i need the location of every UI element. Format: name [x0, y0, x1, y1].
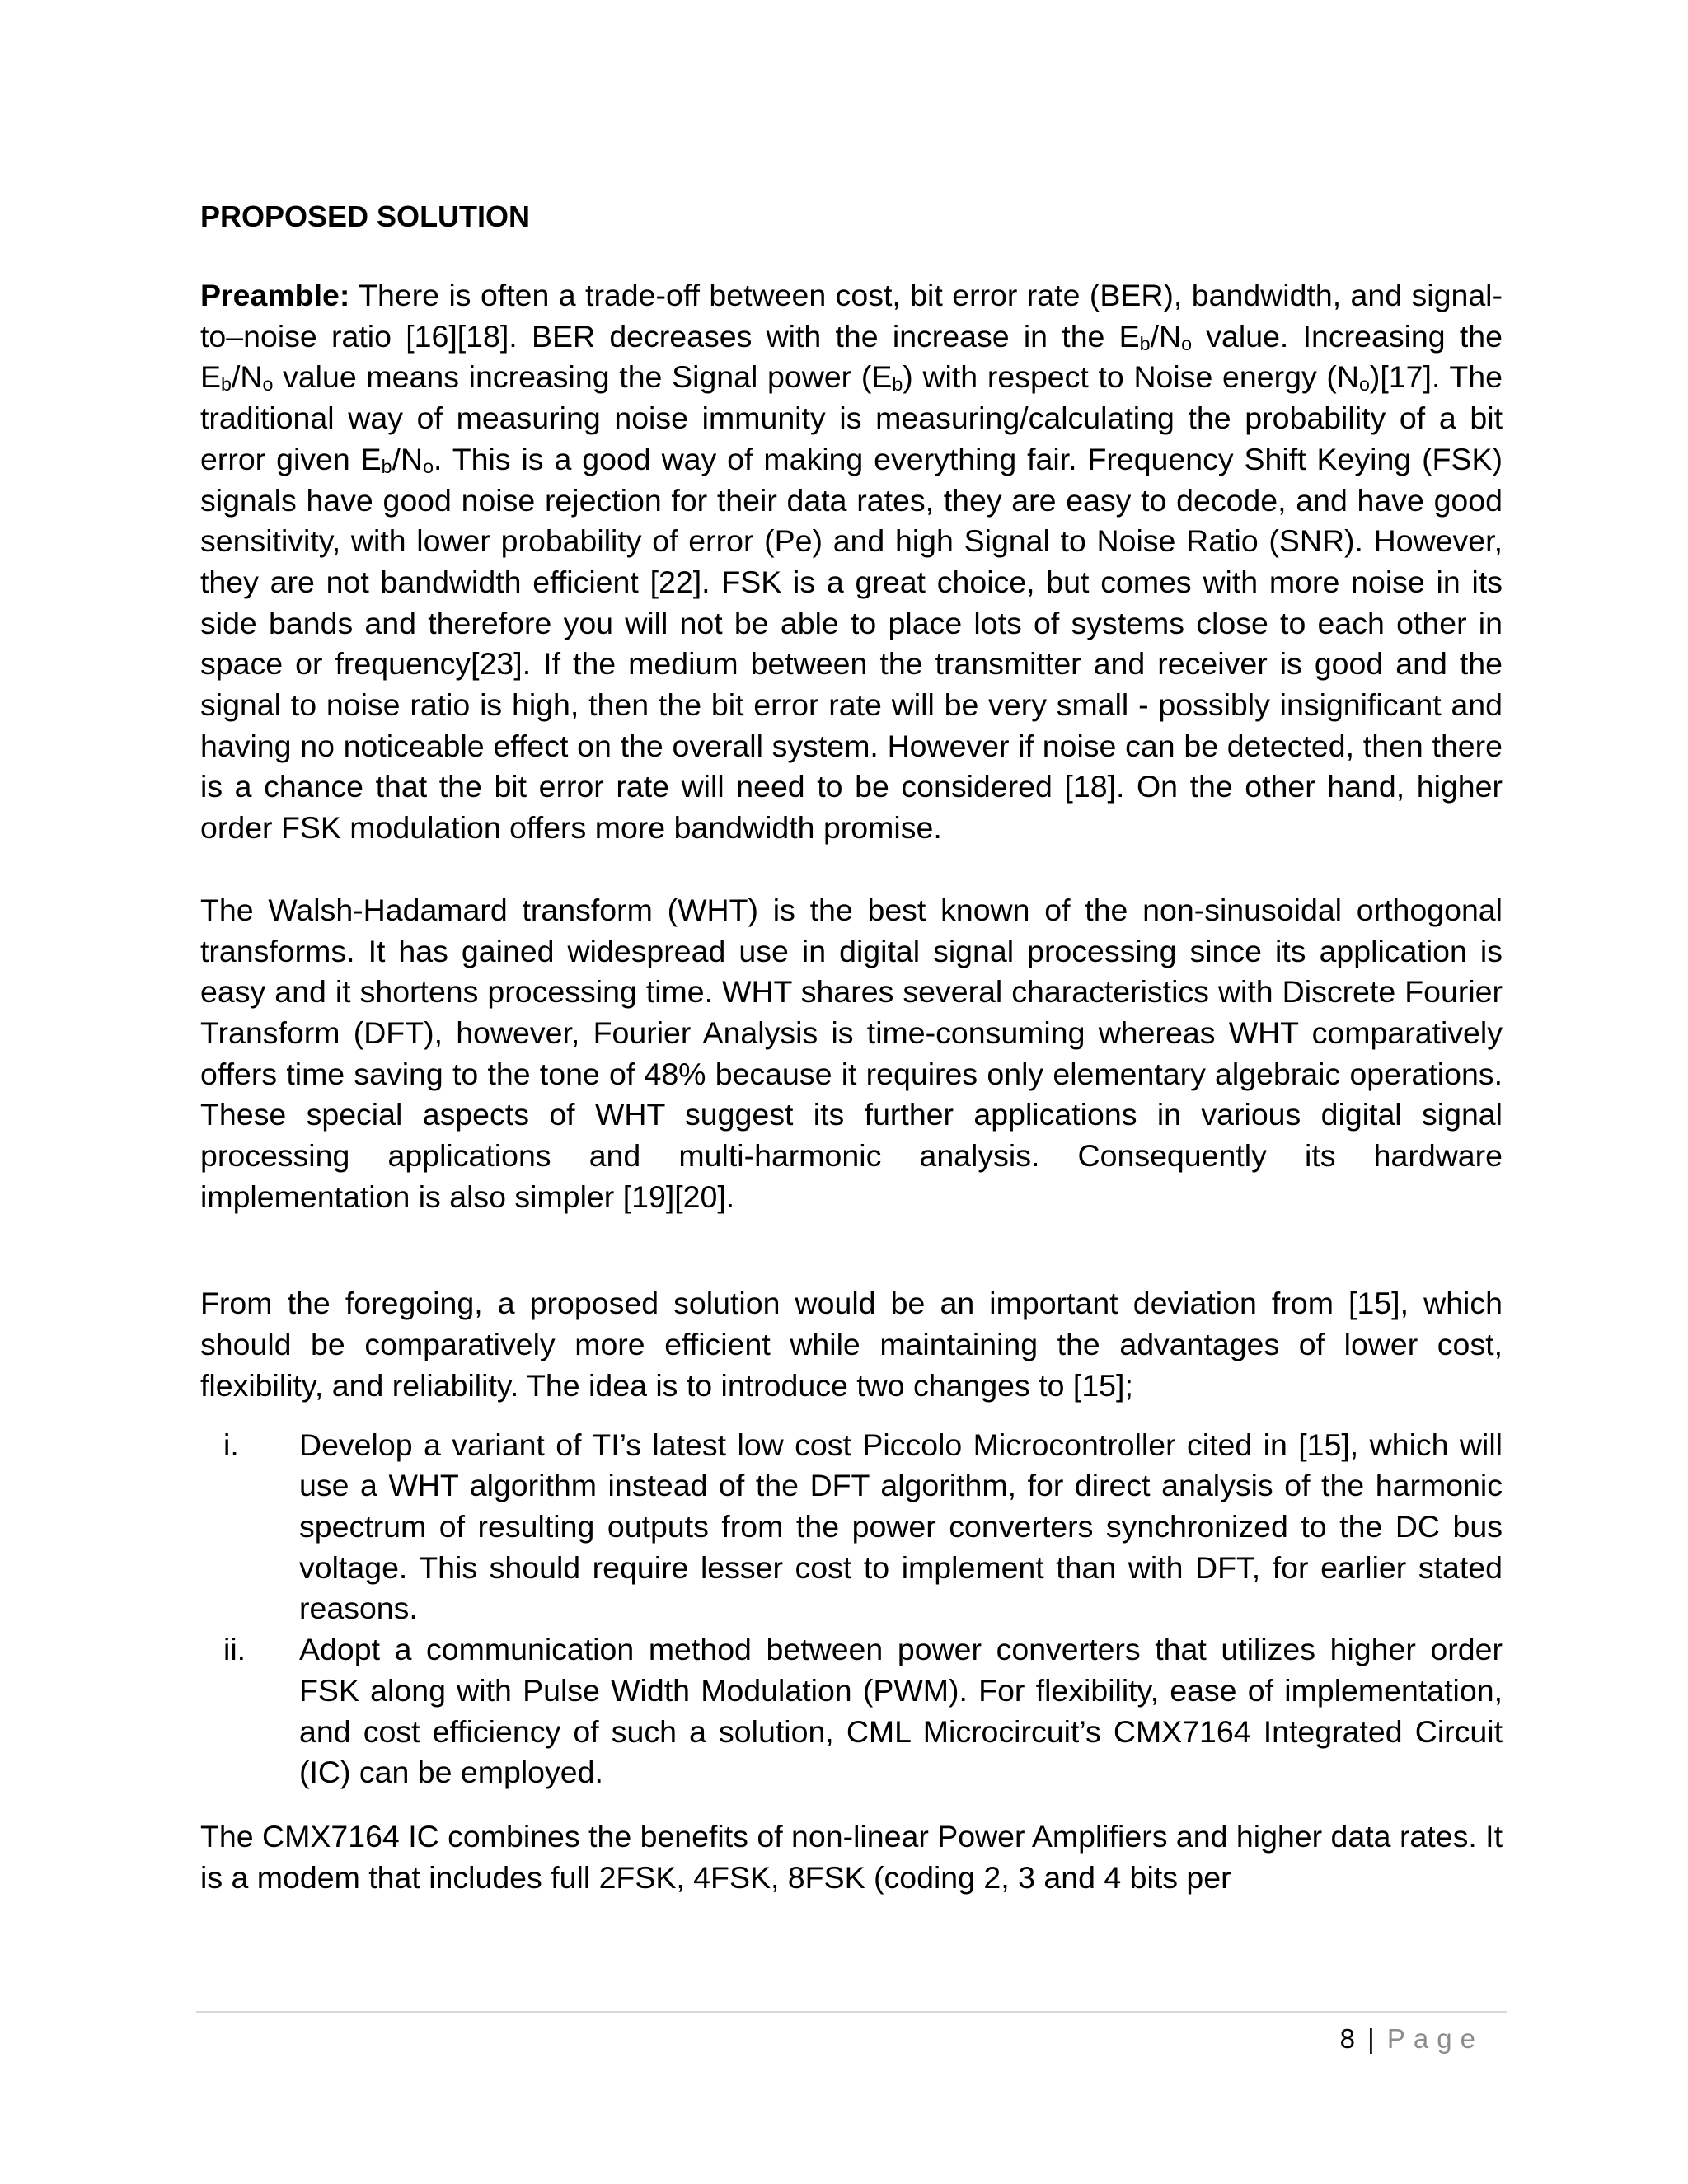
cmx-paragraph: The CMX7164 IC combines the benefits of non-linear Power Amplifiers and higher data rates. It is a modem that includes full 2FSK, 4FSK, 8FSK (coding 2, 3 and 4 bits per	[200, 1818, 1503, 1895]
preamble-label: Preamble:	[200, 278, 350, 312]
page-number: 8	[1339, 2023, 1355, 2054]
page-label: Page	[1386, 2023, 1484, 2054]
footer-divider	[196, 2011, 1507, 2013]
list-item-text: Adopt a communication method between power converters that utilizes higher order FSK along with Pulse Width Modulation (PWM). For flexibility, ease of implementation, and cost efficiency of such a solution, CML Microcircuit’s CMX7164 Integrated Circuit (IC) can be employed.	[299, 1632, 1503, 1790]
preamble-run: . This is a good way of making everything fair. Frequency Shift Keying (FSK) signals have good noise rejection for their data rates, they are easy to decode, and have good sensitivity, with lower probability of error (Pe) and high Signal to Noise Ratio (SNR). However, they are not bandwidth efficient [22]. FSK is a great choice, but comes with more noise in its side bands and therefore you will not be able to place lots of systems close to each other in space or frequency[23]. If the medium between the transmitter and receiver is good and the signal to noise ratio is high, then the bit error rate will be very small - possibly insignificant and having no noticeable effect on the overall system. However if noise can be detected, then there is a chance that the bit error rate will need to be considered [18]. On the other hand, higher order FSK modulation offers more bandwidth promise.	[200, 441, 1503, 846]
list-marker: i.	[223, 1427, 239, 1462]
preamble-run: /N	[1150, 318, 1182, 354]
subscript: b	[892, 373, 903, 396]
preamble-run: /N	[231, 359, 263, 395]
wht-paragraph: The Walsh-Hadamard transform (WHT) is the best known of the non-sinusoidal orthogonal transforms. It has gained widespread use in digital signal processing since its application is easy and it shortens processing time. WHT shares several characteristics with Discrete Fourier Transform (DFT), however, Fourier Analysis is time-consuming whereas WHT comparatively offers time saving to the tone of 48% because it requires only elementary algebraic operations. These special aspects of WHT suggest its further applications in various digital signal processing applications and multi-harmonic analysis. Consequently its hardware implementation is also simpler [19][20].	[200, 892, 1503, 1214]
preamble-run: There is often a trade-off between cost, bit error rate (BER), bandwidth, and signal-to–noise ratio [16][18]. BER decreases with the increase in the E	[200, 278, 1503, 354]
subscript: o	[1358, 373, 1370, 396]
preamble-run: value means increasing the Signal power (E	[273, 359, 893, 395]
page-footer	[1340, 2021, 1484, 2057]
preamble-run: )[17]. The traditional way of measuring noise immunity is measuring/calculating the probability of a bit error given E	[200, 359, 1503, 476]
footer-separator: |	[1367, 2023, 1375, 2054]
section-heading: PROPOSED SOLUTION	[200, 199, 531, 233]
subscript: o	[423, 455, 434, 477]
proposed-changes-list	[200, 1425, 1503, 1793]
preamble-paragraph	[200, 275, 1503, 849]
list-item-text: Develop a variant of TI’s latest low cost Piccolo Microcontroller cited in [15], which will use a WHT algorithm instead of the DFT algorithm, for direct analysis of the harmonic spectrum of resulting outputs from the power converters synchronized to the DC bus voltage. This should require lesser cost to implement than with DFT, for earlier stated reasons.	[299, 1427, 1503, 1626]
list-item	[200, 1425, 1503, 1630]
subscript: b	[221, 373, 232, 396]
preamble-run: ) with respect to Noise energy (N	[903, 359, 1359, 395]
list-marker: ii.	[223, 1632, 246, 1667]
foregoing-paragraph: From the foregoing, a proposed solution would be an important deviation from [15], which should be comparatively more efficient while maintaining the advantages of lower cost, flexibility, and reliability. The idea is to introduce two changes to [15];	[200, 1286, 1503, 1403]
preamble-text	[200, 278, 1503, 845]
subscript: b	[1139, 332, 1151, 354]
subscript: b	[381, 455, 392, 477]
subscript: o	[262, 373, 274, 396]
list-item	[200, 1629, 1503, 1793]
preamble-run: value. Increasing the E	[200, 318, 1503, 395]
subscript: o	[1181, 332, 1193, 354]
page-content	[200, 196, 1503, 1898]
preamble-run: /N	[392, 441, 424, 476]
